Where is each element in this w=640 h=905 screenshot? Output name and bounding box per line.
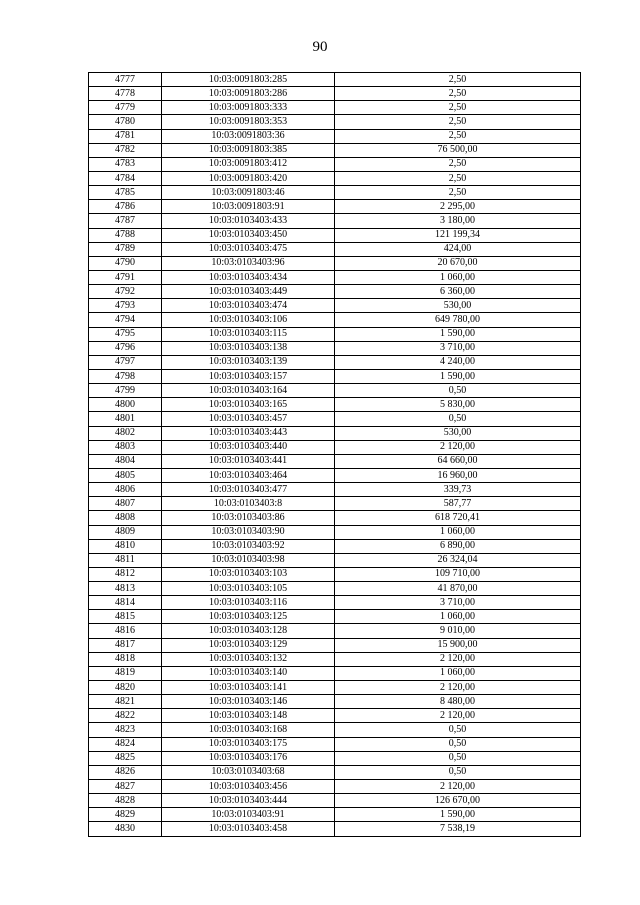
cadastral-number-cell: 10:03:0103403:444: [162, 794, 335, 808]
cadastral-number-cell: 10:03:0103403:148: [162, 709, 335, 723]
cadastral-number-cell: 10:03:0103403:132: [162, 652, 335, 666]
row-number-cell: 4829: [89, 808, 162, 822]
table-row: [89, 709, 581, 723]
value-cell: 2,50: [335, 87, 581, 101]
value-cell: 6 890,00: [335, 539, 581, 553]
row-number-cell: 4778: [89, 87, 162, 101]
cadastral-number-cell: 10:03:0103403:164: [162, 384, 335, 398]
value-cell: 121 199,34: [335, 228, 581, 242]
table-row: [89, 115, 581, 129]
value-cell: 2,50: [335, 73, 581, 87]
row-number-cell: 4785: [89, 186, 162, 200]
table-row: [89, 355, 581, 369]
cadastral-number-cell: 10:03:0103403:477: [162, 483, 335, 497]
cadastral-number-cell: 10:03:0103403:449: [162, 285, 335, 299]
value-cell: 76 500,00: [335, 143, 581, 157]
row-number-cell: 4787: [89, 214, 162, 228]
cadastral-number-cell: 10:03:0103403:146: [162, 695, 335, 709]
cadastral-number-cell: 10:03:0103403:129: [162, 638, 335, 652]
row-number-cell: 4814: [89, 596, 162, 610]
value-cell: 7 538,19: [335, 822, 581, 836]
row-number-cell: 4777: [89, 73, 162, 87]
row-number-cell: 4804: [89, 454, 162, 468]
row-number-cell: 4825: [89, 751, 162, 765]
table-row: [89, 313, 581, 327]
table-row: [89, 341, 581, 355]
table-row: [89, 214, 581, 228]
table-row: [89, 780, 581, 794]
cadastral-number-cell: 10:03:0103403:128: [162, 624, 335, 638]
row-number-cell: 4779: [89, 101, 162, 115]
row-number-cell: 4821: [89, 695, 162, 709]
table-row: [89, 794, 581, 808]
cadastral-number-cell: 10:03:0103403:116: [162, 596, 335, 610]
value-cell: 0,50: [335, 723, 581, 737]
row-number-cell: 4794: [89, 313, 162, 327]
table-row: [89, 440, 581, 454]
cadastral-number-cell: 10:03:0103403:91: [162, 808, 335, 822]
value-cell: 618 720,41: [335, 511, 581, 525]
cadastral-number-cell: 10:03:0103403:138: [162, 341, 335, 355]
value-cell: 0,50: [335, 384, 581, 398]
cadastral-number-cell: 10:03:0103403:139: [162, 355, 335, 369]
row-number-cell: 4817: [89, 638, 162, 652]
row-number-cell: 4796: [89, 341, 162, 355]
cadastral-number-cell: 10:03:0091803:285: [162, 73, 335, 87]
cadastral-number-cell: 10:03:0103403:96: [162, 256, 335, 270]
table-row: [89, 624, 581, 638]
row-number-cell: 4803: [89, 440, 162, 454]
page-number: 90: [312, 39, 328, 55]
value-cell: 587,77: [335, 497, 581, 511]
cadastral-number-cell: 10:03:0091803:353: [162, 115, 335, 129]
table-row: [89, 539, 581, 553]
table-row: [89, 369, 581, 383]
cadastral-number-cell: 10:03:0103403:157: [162, 369, 335, 383]
value-cell: 1 060,00: [335, 270, 581, 284]
cadastral-number-cell: 10:03:0091803:286: [162, 87, 335, 101]
row-number-cell: 4780: [89, 115, 162, 129]
value-cell: 2,50: [335, 129, 581, 143]
table-row: [89, 171, 581, 185]
value-cell: 0,50: [335, 737, 581, 751]
cadastral-number-cell: 10:03:0103403:176: [162, 751, 335, 765]
value-cell: 2,50: [335, 115, 581, 129]
value-cell: 2 120,00: [335, 709, 581, 723]
cadastral-number-cell: 10:03:0103403:434: [162, 270, 335, 284]
cadastral-number-cell: 10:03:0103403:456: [162, 780, 335, 794]
row-number-cell: 4820: [89, 681, 162, 695]
value-cell: 649 780,00: [335, 313, 581, 327]
cadastral-number-cell: 10:03:0103403:475: [162, 242, 335, 256]
cadastral-number-cell: 10:03:0103403:433: [162, 214, 335, 228]
cadastral-number-cell: 10:03:0091803:385: [162, 143, 335, 157]
value-cell: 3 710,00: [335, 596, 581, 610]
row-number-cell: 4801: [89, 412, 162, 426]
value-cell: 2,50: [335, 157, 581, 171]
table-row: [89, 101, 581, 115]
cadastral-number-cell: 10:03:0103403:98: [162, 553, 335, 567]
value-cell: 1 060,00: [335, 525, 581, 539]
value-cell: 3 710,00: [335, 341, 581, 355]
table-row: [89, 228, 581, 242]
table-row: [89, 567, 581, 581]
value-cell: 0,50: [335, 412, 581, 426]
value-cell: 3 180,00: [335, 214, 581, 228]
row-number-cell: 4813: [89, 582, 162, 596]
table-row: [89, 681, 581, 695]
row-number-cell: 4791: [89, 270, 162, 284]
table-row: [89, 454, 581, 468]
cadastral-number-cell: 10:03:0091803:36: [162, 129, 335, 143]
cadastral-number-cell: 10:03:0103403:450: [162, 228, 335, 242]
cadastral-number-cell: 10:03:0103403:458: [162, 822, 335, 836]
table-row: [89, 723, 581, 737]
value-cell: 16 960,00: [335, 468, 581, 482]
cadastral-number-cell: 10:03:0103403:457: [162, 412, 335, 426]
row-number-cell: 4815: [89, 610, 162, 624]
table-row: [89, 398, 581, 412]
table-row: [89, 808, 581, 822]
value-cell: 1 060,00: [335, 666, 581, 680]
row-number-cell: 4824: [89, 737, 162, 751]
value-cell: 1 590,00: [335, 808, 581, 822]
row-number-cell: 4797: [89, 355, 162, 369]
cadastral-number-cell: 10:03:0103403:464: [162, 468, 335, 482]
table-row: [89, 751, 581, 765]
row-number-cell: 4822: [89, 709, 162, 723]
table-row: [89, 822, 581, 836]
table-row: [89, 582, 581, 596]
cadastral-number-cell: 10:03:0103403:141: [162, 681, 335, 695]
value-cell: 26 324,04: [335, 553, 581, 567]
value-cell: 339,73: [335, 483, 581, 497]
row-number-cell: 4795: [89, 327, 162, 341]
cadastral-number-cell: 10:03:0103403:140: [162, 666, 335, 680]
row-number-cell: 4811: [89, 553, 162, 567]
table-row: [89, 497, 581, 511]
row-number-cell: 4819: [89, 666, 162, 680]
value-cell: 9 010,00: [335, 624, 581, 638]
value-cell: 2,50: [335, 101, 581, 115]
value-cell: 2 295,00: [335, 200, 581, 214]
row-number-cell: 4782: [89, 143, 162, 157]
row-number-cell: 4781: [89, 129, 162, 143]
row-number-cell: 4788: [89, 228, 162, 242]
cadastral-value-table: [88, 72, 581, 837]
row-number-cell: 4798: [89, 369, 162, 383]
cadastral-number-cell: 10:03:0103403:168: [162, 723, 335, 737]
row-number-cell: 4809: [89, 525, 162, 539]
table-row: [89, 143, 581, 157]
row-number-cell: 4784: [89, 171, 162, 185]
cadastral-number-cell: 10:03:0091803:46: [162, 186, 335, 200]
table-row: [89, 73, 581, 87]
value-cell: 15 900,00: [335, 638, 581, 652]
row-number-cell: 4799: [89, 384, 162, 398]
value-cell: 530,00: [335, 426, 581, 440]
cadastral-number-cell: 10:03:0103403:474: [162, 299, 335, 313]
value-cell: 1 590,00: [335, 369, 581, 383]
table-row: [89, 638, 581, 652]
value-cell: 2 120,00: [335, 440, 581, 454]
value-cell: 6 360,00: [335, 285, 581, 299]
row-number-cell: 4793: [89, 299, 162, 313]
value-cell: 126 670,00: [335, 794, 581, 808]
value-cell: 0,50: [335, 751, 581, 765]
cadastral-number-cell: 10:03:0103403:86: [162, 511, 335, 525]
table-row: [89, 468, 581, 482]
row-number-cell: 4807: [89, 497, 162, 511]
table-row: [89, 270, 581, 284]
table-row: [89, 511, 581, 525]
value-cell: 1 590,00: [335, 327, 581, 341]
value-cell: 2 120,00: [335, 780, 581, 794]
cadastral-number-cell: 10:03:0103403:106: [162, 313, 335, 327]
table-row: [89, 186, 581, 200]
value-cell: 8 480,00: [335, 695, 581, 709]
table-row: [89, 327, 581, 341]
row-number-cell: 4826: [89, 765, 162, 779]
table-row: [89, 525, 581, 539]
value-cell: 0,50: [335, 765, 581, 779]
table-row: [89, 129, 581, 143]
table-row: [89, 384, 581, 398]
table-row: [89, 426, 581, 440]
row-number-cell: 4792: [89, 285, 162, 299]
table-row: [89, 695, 581, 709]
cadastral-number-cell: 10:03:0091803:91: [162, 200, 335, 214]
value-cell: 64 660,00: [335, 454, 581, 468]
cadastral-number-cell: 10:03:0103403:105: [162, 582, 335, 596]
cadastral-number-cell: 10:03:0091803:412: [162, 157, 335, 171]
value-cell: 2,50: [335, 171, 581, 185]
row-number-cell: 4810: [89, 539, 162, 553]
cadastral-number-cell: 10:03:0103403:8: [162, 497, 335, 511]
value-cell: 4 240,00: [335, 355, 581, 369]
row-number-cell: 4808: [89, 511, 162, 525]
table-row: [89, 157, 581, 171]
cadastral-number-cell: 10:03:0091803:420: [162, 171, 335, 185]
row-number-cell: 4830: [89, 822, 162, 836]
cadastral-number-cell: 10:03:0103403:441: [162, 454, 335, 468]
row-number-cell: 4790: [89, 256, 162, 270]
cadastral-number-cell: 10:03:0103403:175: [162, 737, 335, 751]
cadastral-number-cell: 10:03:0103403:115: [162, 327, 335, 341]
value-cell: 41 870,00: [335, 582, 581, 596]
table-row: [89, 242, 581, 256]
row-number-cell: 4802: [89, 426, 162, 440]
row-number-cell: 4806: [89, 483, 162, 497]
cadastral-number-cell: 10:03:0103403:68: [162, 765, 335, 779]
cadastral-number-cell: 10:03:0103403:92: [162, 539, 335, 553]
cadastral-number-cell: 10:03:0091803:333: [162, 101, 335, 115]
value-cell: 5 830,00: [335, 398, 581, 412]
row-number-cell: 4800: [89, 398, 162, 412]
table-row: [89, 200, 581, 214]
cadastral-number-cell: 10:03:0103403:443: [162, 426, 335, 440]
table-row: [89, 553, 581, 567]
value-cell: 530,00: [335, 299, 581, 313]
table-row: [89, 596, 581, 610]
row-number-cell: 4789: [89, 242, 162, 256]
row-number-cell: 4805: [89, 468, 162, 482]
value-cell: 2 120,00: [335, 681, 581, 695]
cadastral-number-cell: 10:03:0103403:90: [162, 525, 335, 539]
value-cell: 2 120,00: [335, 652, 581, 666]
table-row: [89, 87, 581, 101]
table-row: [89, 483, 581, 497]
cadastral-number-cell: 10:03:0103403:440: [162, 440, 335, 454]
row-number-cell: 4823: [89, 723, 162, 737]
row-number-cell: 4827: [89, 780, 162, 794]
value-cell: 1 060,00: [335, 610, 581, 624]
cadastral-number-cell: 10:03:0103403:103: [162, 567, 335, 581]
row-number-cell: 4816: [89, 624, 162, 638]
table-row: [89, 256, 581, 270]
table-row: [89, 610, 581, 624]
row-number-cell: 4786: [89, 200, 162, 214]
value-cell: 2,50: [335, 186, 581, 200]
cadastral-number-cell: 10:03:0103403:165: [162, 398, 335, 412]
value-cell: 424,00: [335, 242, 581, 256]
cadastral-number-cell: 10:03:0103403:125: [162, 610, 335, 624]
table-row: [89, 765, 581, 779]
value-cell: 20 670,00: [335, 256, 581, 270]
table-row: [89, 652, 581, 666]
value-cell: 109 710,00: [335, 567, 581, 581]
row-number-cell: 4828: [89, 794, 162, 808]
row-number-cell: 4818: [89, 652, 162, 666]
table-row: [89, 412, 581, 426]
table-row: [89, 666, 581, 680]
row-number-cell: 4812: [89, 567, 162, 581]
table-row: [89, 299, 581, 313]
table-row: [89, 737, 581, 751]
row-number-cell: 4783: [89, 157, 162, 171]
table-row: [89, 285, 581, 299]
table-body: [89, 73, 581, 837]
